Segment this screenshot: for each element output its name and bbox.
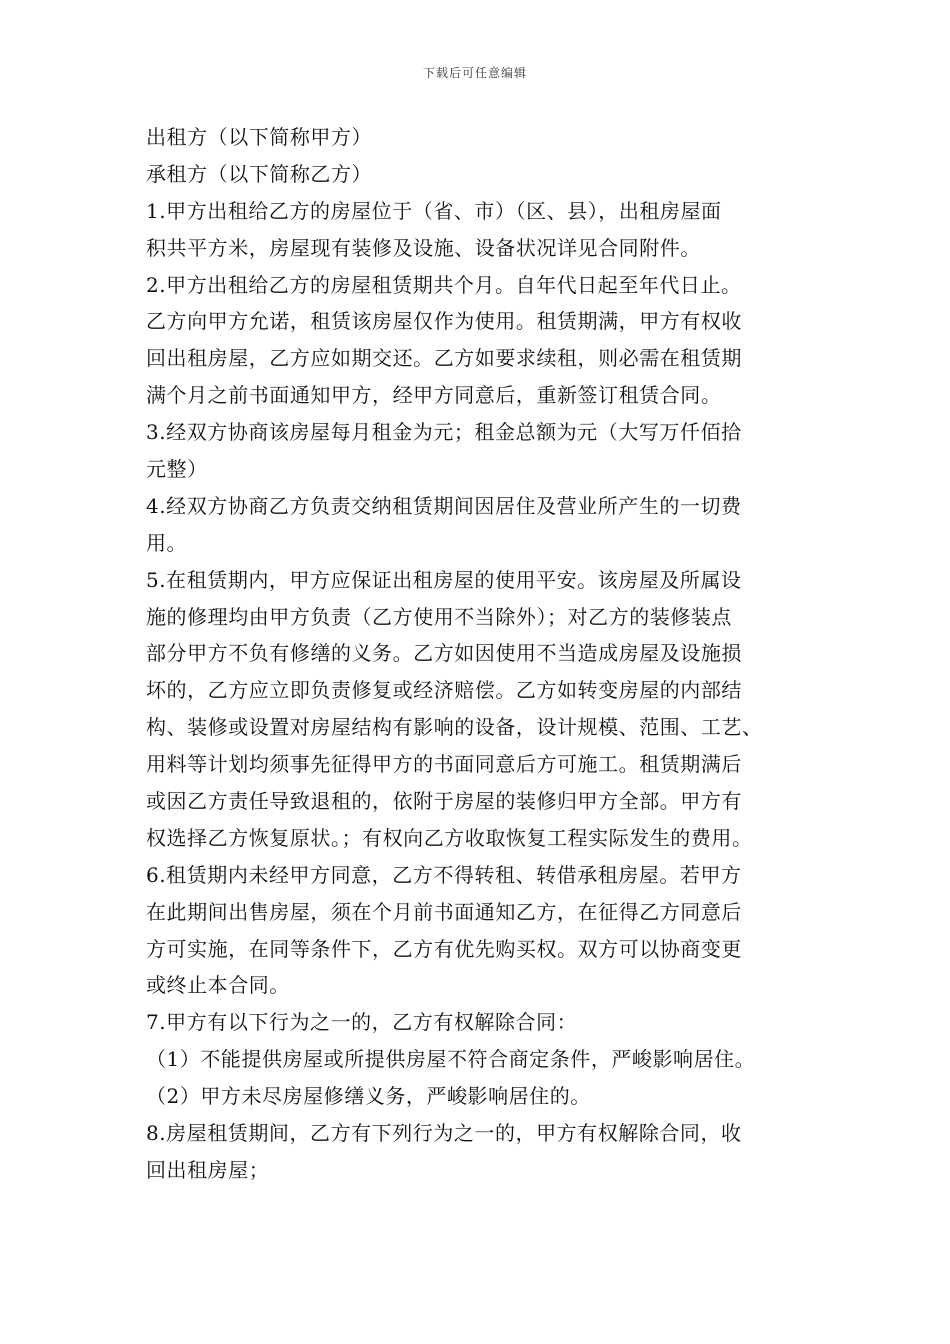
text-line: 3.经双方协商该房屋每月租金为元；租金总额为元（大写万仟佰拾 (146, 420, 742, 445)
text-line: 2.甲方出租给乙方的房屋租赁期共个月。自年代日起至年代日止。 (146, 272, 742, 297)
text-line: 6.租赁期内未经甲方同意，乙方不得转租、转借承租房屋。若甲方 (146, 862, 742, 887)
text-line: 或终止本合同。 (146, 973, 290, 998)
text-line: 坏的，乙方应立即负责修复或经济赔偿。乙方如转变房屋的内部结 (146, 678, 742, 703)
text-line: 积共平方米，房屋现有装修及设施、设备状况详见合同附件。 (146, 235, 701, 260)
header-note: 下载后可任意编辑 (422, 66, 527, 80)
text-line: 用。 (146, 530, 188, 555)
text-line: （2）甲方未尽房屋修缮义务，严峻影响居住的。 (146, 1084, 591, 1109)
text-line: 承租方（以下简称乙方） (146, 161, 373, 186)
text-line: 或因乙方责任导致退租的，依附于房屋的装修归甲方全部。甲方有 (146, 789, 742, 814)
text-line: 出租方（以下简称甲方） (146, 125, 373, 149)
text-line: （1）不能提供房屋或所提供房屋不符合商定条件，严峻影响居住。 (146, 1047, 756, 1072)
text-line: 回出租房屋，乙方应如期交还。乙方如要求续租，则必需在租赁期 (146, 346, 742, 371)
text-line: 乙方向甲方允诺，租赁该房屋仅作为使用。租赁期满，甲方有权收 (146, 309, 742, 334)
text-line: 构、装修或设置对房屋结构有影响的设备，设计规模、范围、工艺、 (146, 715, 763, 740)
text-line: 用料等计划均须事先征得甲方的书面同意后方可施工。租赁期满后 (146, 752, 742, 777)
text-line: 施的修理均由甲方负责（乙方使用不当除外）；对乙方的装修装点 (146, 604, 732, 629)
text-line: 满个月之前书面通知甲方，经甲方同意后，重新签订租赁合同。 (146, 383, 722, 408)
text-line: 8.房屋租赁期间，乙方有下列行为之一的，甲方有权解除合同，收 (146, 1121, 742, 1146)
text-line: 元整） (146, 457, 208, 482)
text-line: 部分甲方不负有修缮的义务。乙方如因使用不当造成房屋及设施损 (146, 641, 742, 666)
text-line: 1.甲方出租给乙方的房屋位于（省、市）（区、县），出租房屋面 (146, 198, 722, 223)
text-line: 4.经双方协商乙方负责交纳租赁期间因居住及营业所产生的一切费 (146, 493, 742, 518)
text-line: 回出租房屋； (146, 1157, 270, 1182)
text-line: 方可实施，在同等条件下，乙方有优先购买权。双方可以协商变更 (146, 936, 742, 961)
text-line: 在此期间出售房屋，须在个月前书面通知乙方，在征得乙方同意后 (146, 899, 742, 924)
text-line: 5.在租赁期内，甲方应保证出租房屋的使用平安。该房屋及所属设 (146, 567, 742, 592)
text-line: 7.甲方有以下行为之一的，乙方有权解除合同： (146, 1010, 578, 1035)
document-body (146, 119, 816, 1189)
text-line: 权选择乙方恢复原状。；有权向乙方收取恢复工程实际发生的费用。 (146, 825, 753, 850)
